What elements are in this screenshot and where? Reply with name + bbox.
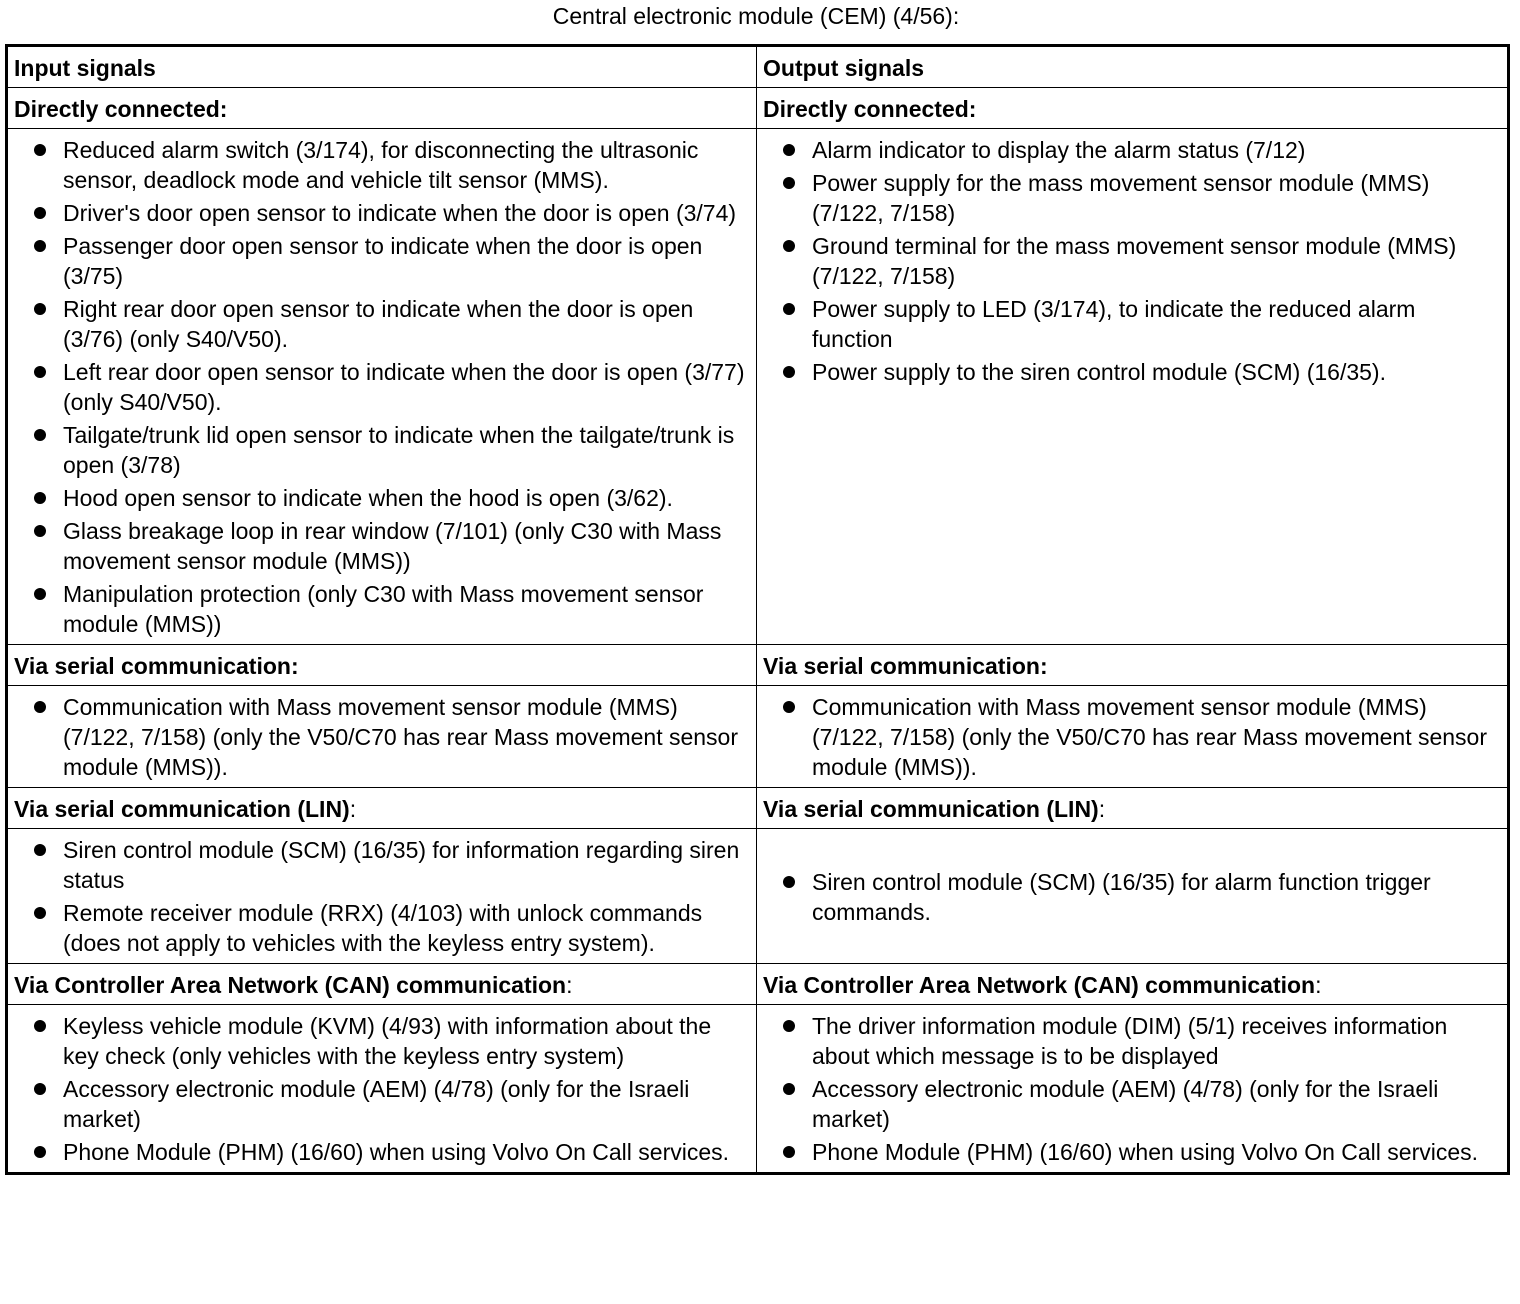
section-heading-suffix: : [349,795,357,822]
output-signal-list [763,129,1501,392]
list-item [763,1011,1501,1071]
list-item [763,231,1501,291]
input-section-heading [7,964,757,1005]
list-item-text: Communication with Mass movement sensor module (MMS) (7/122, 7/158) (only the V50/C70 has rear Mass movement sensor module (MMS)). [812,694,1488,780]
bullet-icon [34,701,46,713]
list-item-text: Glass breakage loop in rear window (7/101) (only C30 with Mass movement sensor module (MMS)) [63,518,722,574]
list-item [14,294,750,354]
output-section-heading [757,88,1509,129]
header-row [7,46,1509,88]
list-item-text: Communication with Mass movement sensor module (MMS) (7/122, 7/158) (only the V50/C70 has rear Mass movement sensor module (MMS)). [63,694,739,780]
list-item [763,692,1501,782]
section-heading-label: Via Controller Area Network (CAN) communication [763,971,1316,998]
output-items-cell [757,129,1509,645]
output-signal-list [763,861,1501,932]
page-title: Central electronic module (CEM) (4/56): [552,3,960,29]
section-heading-label: Via serial communication: [763,652,1048,679]
list-item [763,135,1501,165]
bullet-icon [34,207,46,219]
bullet-icon [783,1020,795,1032]
bullet-icon [783,1083,795,1095]
list-item [14,135,750,195]
input-signal-list [14,129,750,644]
input-section-heading [7,645,757,686]
output-signal-list [763,686,1501,787]
bullet-icon [783,1146,795,1158]
section-heading-row-serial-lin [7,788,1509,829]
section-heading-label: Via serial communication (LIN) [14,795,350,822]
input-section-heading [7,88,757,129]
list-item-text: Power supply for the mass movement sensor module (MMS) (7/122, 7/158) [812,170,1430,226]
bullet-icon [34,429,46,441]
input-items-cell [7,686,757,788]
list-item [14,898,750,958]
section-items-row-can-communication [7,1005,1509,1174]
bullet-icon [783,303,795,315]
bullet-icon [34,366,46,378]
bullet-icon [34,144,46,156]
output-signal-list [763,1005,1501,1172]
bullet-icon [783,240,795,252]
list-item [14,835,750,895]
section-heading-label: Via serial communication (LIN) [763,795,1099,822]
bullet-icon [34,907,46,919]
section-heading-label: Via serial communication: [14,652,299,679]
bullet-icon [34,492,46,504]
list-item [763,867,1501,927]
bullet-icon [34,1083,46,1095]
list-item [14,1011,750,1071]
section-items-row-serial-lin [7,829,1509,964]
input-items-cell [7,829,757,964]
bullet-icon [34,844,46,856]
list-item-text: Siren control module (SCM) (16/35) for alarm function trigger commands. [812,868,1431,925]
bullet-icon [783,366,795,378]
section-heading-row-can-communication [7,964,1509,1005]
output-section-heading [757,964,1509,1005]
section-heading-suffix: : [566,971,573,998]
output-items-cell [757,686,1509,788]
list-item-text: Accessory electronic module (AEM) (4/78) (only for the Israeli market) [63,1076,690,1132]
list-item-text: Right rear door open sensor to indicate when the door is open (3/76) (only S40/V50). [63,296,694,352]
input-items-cell [7,1005,757,1174]
list-item-text: Phone Module (PHM) (16/60) when using Volvo On Call services. [812,1139,1479,1165]
section-heading-label: Directly connected: [14,95,228,122]
bullet-icon [34,240,46,252]
input-section-heading [7,788,757,829]
list-item [14,692,750,782]
list-item [14,516,750,576]
output-section-heading [757,645,1509,686]
list-item-text: The driver information module (DIM) (5/1) receives information about which message is to be displayed [812,1013,1448,1069]
output-signals-header: Output signals [757,46,1509,88]
list-item [763,357,1501,387]
bullet-icon [783,701,795,713]
section-heading-suffix: : [1098,795,1106,822]
list-item-text: Tailgate/trunk lid open sensor to indicate when the tailgate/trunk is open (3/78) [63,422,735,478]
input-signal-list [14,1005,750,1172]
list-item [14,579,750,639]
list-item [14,357,750,417]
output-items-cell [757,1005,1509,1174]
section-heading-label: Via Controller Area Network (CAN) communication [14,971,567,998]
section-items-row-serial-communication [7,686,1509,788]
list-item-text: Phone Module (PHM) (16/60) when using Volvo On Call services. [63,1139,730,1165]
input-items-cell [7,129,757,645]
bullet-icon [783,177,795,189]
section-heading-suffix: : [1315,971,1322,998]
bullet-icon [34,588,46,600]
bullet-icon [34,1146,46,1158]
list-item-text: Hood open sensor to indicate when the hood is open (3/62). [63,485,673,511]
list-item [14,231,750,291]
list-item [763,294,1501,354]
list-item-text: Ground terminal for the mass movement sensor module (MMS) (7/122, 7/158) [812,233,1457,289]
list-item-text: Reduced alarm switch (3/174), for disconnecting the ultrasonic sensor, deadlock mode and vehicle tilt sensor (MMS). [63,137,699,193]
input-signal-list [14,829,750,963]
list-item [14,420,750,480]
bullet-icon [34,303,46,315]
list-item-text: Passenger door open sensor to indicate when the door is open (3/75) [63,233,703,289]
list-item-text: Power supply to the siren control module (SCM) (16/35). [812,359,1386,385]
list-item-text: Alarm indicator to display the alarm status (7/12) [812,137,1306,163]
section-items-row-directly-connected [7,129,1509,645]
list-item-text: Power supply to LED (3/174), to indicate the reduced alarm function [812,296,1416,352]
list-item [763,1074,1501,1134]
input-signal-list [14,686,750,787]
list-item-text: Remote receiver module (RRX) (4/103) with unlock commands (does not apply to vehicles with the keyless entry system). [63,900,703,956]
list-item-text: Manipulation protection (only C30 with Mass movement sensor module (MMS)) [63,581,704,637]
list-item [14,1137,750,1167]
signals-table [5,44,1510,1175]
section-heading-row-directly-connected [7,88,1509,129]
list-item [763,168,1501,228]
bullet-icon [783,144,795,156]
list-item [763,1137,1501,1167]
bullet-icon [34,1020,46,1032]
section-heading-label: Directly connected: [763,95,977,122]
bullet-icon [783,876,795,888]
section-heading-row-serial-communication [7,645,1509,686]
list-item [14,198,750,228]
list-item-text: Siren control module (SCM) (16/35) for information regarding siren status [63,837,740,893]
output-items-cell [757,829,1509,964]
bullet-icon [34,525,46,537]
list-item-text: Driver's door open sensor to indicate when the door is open (3/74) [63,200,737,226]
list-item-text: Accessory electronic module (AEM) (4/78) (only for the Israeli market) [812,1076,1439,1132]
list-item-text: Keyless vehicle module (KVM) (4/93) with information about the key check (only vehicles with the keyless entry system) [63,1013,712,1069]
list-item [14,1074,750,1134]
list-item-text: Left rear door open sensor to indicate when the door is open (3/77) (only S40/V50). [63,359,745,415]
input-signals-header: Input signals [7,46,757,88]
output-section-heading [757,788,1509,829]
list-item [14,483,750,513]
